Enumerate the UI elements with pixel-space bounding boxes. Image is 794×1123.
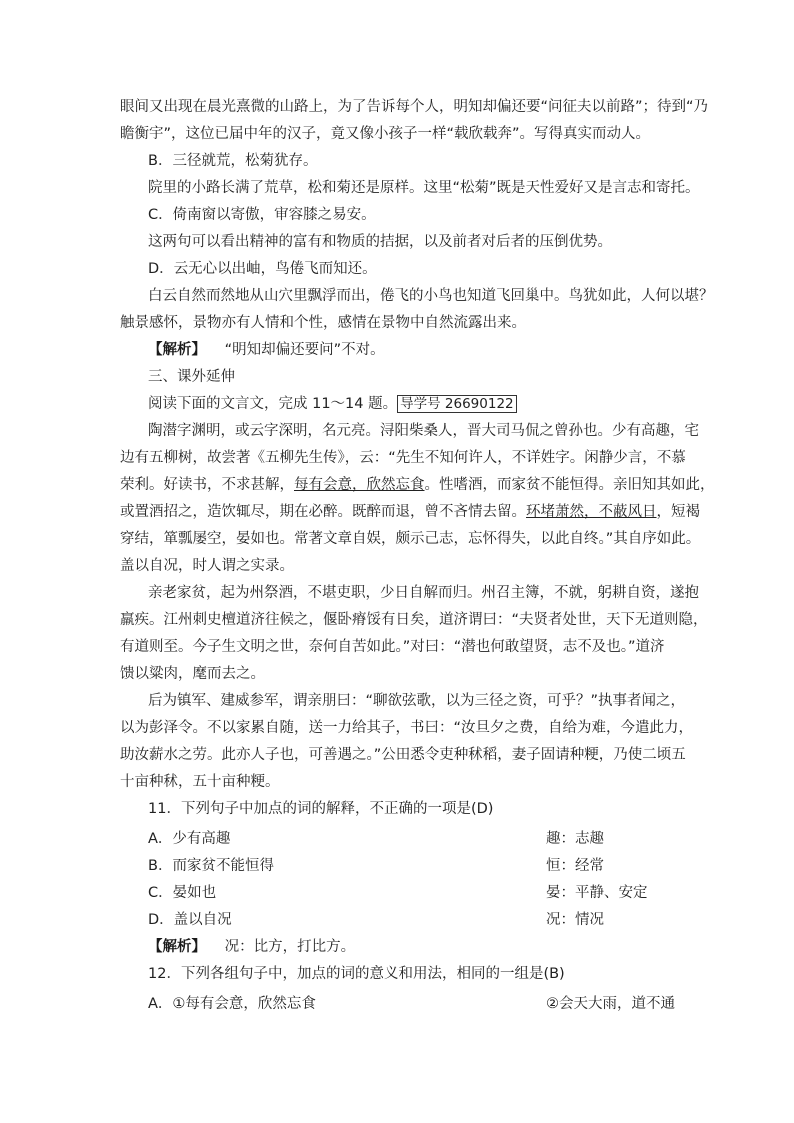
option-d: D．云无心以出岫，鸟倦飞而知还。 — [148, 261, 377, 277]
passage-line: 穿结，箪瓢屡空，晏如也。常著文章自娱，颇示己志，忘怀得失，以此自终。”其自序如此。 — [120, 531, 701, 547]
option-b: B．三径就荒，松菊犹存。 — [148, 153, 318, 169]
text-line: 白云自然而然地从山穴里飘浮而出，倦飞的小鸟也知道飞回巢中。鸟犹如此，人何以堪？ — [148, 288, 714, 304]
option-text: A．①每有会意，欣然忘食 — [148, 996, 316, 1012]
passage-line: 有道则至。今子生文明之世，奈何自苦如此。”对曰：“潜也何敢望贤，志不及也。”道济 — [120, 639, 665, 655]
q11-option-d — [148, 910, 680, 930]
passage-line: 后为镇军、建威参军，谓亲朋曰：“聊欲弦歌，以为三径之资，可乎？”执事者闻之， — [148, 693, 686, 709]
reading-intro-text: 阅读下面的文言文，完成 11～14 题。 — [148, 396, 398, 412]
option-text: C．晏如也 — [148, 885, 217, 901]
option-explanation: 晏：平静、安定 — [546, 885, 648, 901]
passage-line: 以为彭泽令。不以家累自随，送一力给其子，书曰：“汝旦夕之费，自给为难，今遣此力， — [120, 720, 694, 736]
passage-line: 羸疾。江州刺史檀道济往候之，偃卧瘠馁有日矣，道济谓曰：“夫贤者处世，天下无道则隐， — [120, 612, 708, 628]
reading-intro — [148, 394, 680, 414]
passage-line: 盖以自况，时人谓之实录。 — [120, 558, 294, 574]
q11-option-c — [148, 883, 680, 903]
passage-line: 助汝薪水之劳。此亦人子也，可善遇之。”公田悉令吏种秫稻，妻子固请种粳，乃使二顷五 — [120, 747, 686, 763]
underlined-phrase: 环堵萧然，不蔽风日 — [526, 504, 657, 520]
text-line: 这两句可以看出精神的富有和物质的拮据，以及前者对后者的压倒优势。 — [148, 234, 612, 250]
guide-number-box: 导学号 26690122 — [397, 395, 517, 413]
passage-line: 亲老家贫，起为州祭酒，不堪吏职，少日自解而归。州召主簿，不就，躬耕自资，遂抱 — [148, 585, 699, 601]
section-heading: 三、课外延伸 — [148, 369, 235, 385]
analysis-text: “明知却偏还要问”不对。 — [224, 342, 385, 358]
passage-line — [120, 502, 700, 522]
analysis-2 — [148, 937, 680, 957]
passage-line: 边有五柳树，故尝著《五柳先生传》，云：“先生不知何许人，不详姓字。闲静少言，不慕 — [120, 450, 686, 466]
passage-text: 或置酒招之，造饮辄尽，期在必醉。既醉而退，曾不吝情去留。 — [120, 504, 526, 520]
analysis-1 — [148, 340, 680, 360]
option-text: A．少有高趣 — [148, 831, 231, 847]
option-explanation: 恒：经常 — [546, 858, 604, 874]
analysis-tag: 【解析】 — [148, 939, 206, 955]
text-line: 瞻衡宇”，这位已届中年的汉子，竟又像小孩子一样“载欣载奔”。写得真实而动人。 — [120, 126, 651, 142]
option-explanation: 趣：志趣 — [546, 831, 604, 847]
option-text: D．盖以自况 — [148, 912, 232, 928]
text-line: 眼间又出现在晨光熹微的山路上，为了告诉每个人，明知却偏还要“问征夫以前路”；待到“乃 — [120, 99, 709, 115]
question-12: 12．下列各组句子中，加点的词的意义和用法，相同的一组是(B) — [148, 966, 565, 982]
analysis-text: 况：比方，打比方。 — [224, 939, 356, 955]
passage-line: 十亩种秫，五十亩种粳。 — [120, 774, 280, 790]
text-line: 触景感怀，景物亦有人情和个性，感情在景物中自然流露出来。 — [120, 315, 526, 331]
q11-option-b — [148, 856, 680, 876]
question-11: 11．下列句子中加点的词的解释，不正确的一项是(D) — [148, 801, 494, 817]
passage-text: 。性嗜酒，而家贫不能恒得。亲旧知其如此， — [424, 477, 715, 493]
underlined-phrase: 每有会意，欣然忘食 — [294, 477, 425, 493]
option-c: C．倚南窗以寄傲，审容膝之易安。 — [148, 207, 376, 223]
passage-text: ，短褐 — [656, 504, 700, 520]
passage-text: 荣利。好读书，不求甚解， — [120, 477, 294, 493]
option-explanation: 况：情况 — [546, 912, 604, 928]
option-text: B．而家贫不能恒得 — [148, 858, 274, 874]
analysis-tag: 【解析】 — [148, 342, 206, 358]
option-explanation: ②会天大雨，道不通 — [546, 996, 675, 1012]
q11-option-a — [148, 829, 680, 849]
passage-line — [120, 475, 715, 495]
q12-option-a — [148, 994, 680, 1014]
passage-line: 陶潜字渊明，或云字深明，名元亮。浔阳柴桑人，晋大司马侃之曾孙也。少有高趣，宅 — [148, 423, 699, 439]
text-line: 院里的小路长满了荒草，松和菊还是原样。这里“松菊”既是天性爱好又是言志和寄托。 — [148, 180, 700, 196]
passage-line: 馈以粱肉，麾而去之。 — [120, 666, 265, 682]
